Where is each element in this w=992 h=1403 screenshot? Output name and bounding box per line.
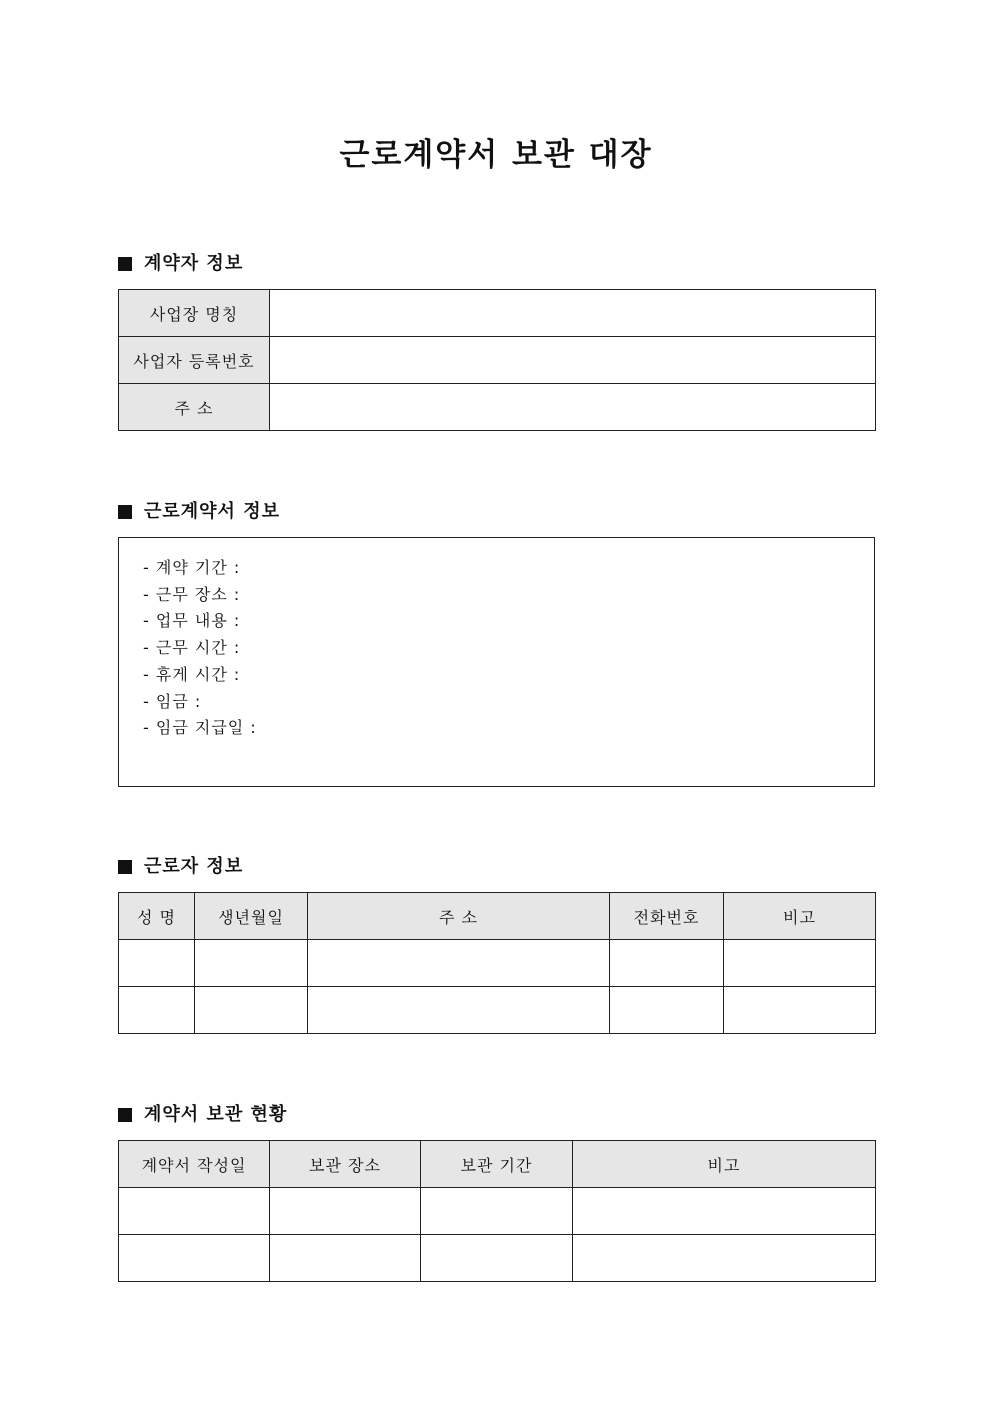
table-row — [119, 384, 876, 431]
business-registration-field[interactable] — [270, 337, 876, 384]
storage-section-heading — [118, 1103, 287, 1127]
business-name-label: 사업장 명칭 — [119, 290, 270, 337]
business-address-label: 주 소 — [119, 384, 270, 431]
break-time-item: - 휴게 시간 : — [143, 662, 874, 689]
table-row — [119, 987, 876, 1034]
col-header-written-date: 계약서 작성일 — [119, 1141, 270, 1188]
worker-name-cell[interactable] — [119, 940, 195, 987]
contractor-section-heading — [118, 252, 243, 276]
worker-section-heading — [118, 855, 243, 879]
worker-info-table — [118, 892, 876, 1034]
contract-info-list — [119, 538, 874, 742]
worker-address-cell[interactable] — [308, 987, 610, 1034]
storage-location-cell[interactable] — [270, 1235, 421, 1282]
contract-section-heading — [118, 500, 280, 524]
storage-status-table — [118, 1140, 876, 1282]
written-date-cell[interactable] — [119, 1235, 270, 1282]
worker-address-cell[interactable] — [308, 940, 610, 987]
contract-period-item: - 계약 기간 : — [143, 555, 874, 582]
working-hours-item: - 근무 시간 : — [143, 635, 874, 662]
storage-location-cell[interactable] — [270, 1188, 421, 1235]
contract-section-title: 근로계약서 정보 — [144, 501, 280, 522]
worker-birthdate-cell[interactable] — [195, 987, 308, 1034]
business-name-field[interactable] — [270, 290, 876, 337]
col-header-name: 성 명 — [119, 893, 195, 940]
business-address-field[interactable] — [270, 384, 876, 431]
black-square-icon — [118, 1108, 132, 1122]
contractor-section-title: 계약자 정보 — [144, 253, 244, 274]
col-header-phone: 전화번호 — [610, 893, 724, 940]
col-header-remarks: 비고 — [573, 1141, 876, 1188]
table-row — [119, 940, 876, 987]
table-row — [119, 1188, 876, 1235]
worker-birthdate-cell[interactable] — [195, 940, 308, 987]
worker-remarks-cell[interactable] — [724, 987, 876, 1034]
black-square-icon — [118, 505, 132, 519]
black-square-icon — [118, 860, 132, 874]
worker-phone-cell[interactable] — [610, 940, 724, 987]
worker-section-title: 근로자 정보 — [144, 856, 244, 877]
col-header-birthdate: 생년월일 — [195, 893, 308, 940]
col-header-storage-location: 보관 장소 — [270, 1141, 421, 1188]
col-header-remarks: 비고 — [724, 893, 876, 940]
contractor-info-table — [118, 289, 876, 431]
storage-period-cell[interactable] — [421, 1188, 573, 1235]
col-header-storage-period: 보관 기간 — [421, 1141, 573, 1188]
worker-name-cell[interactable] — [119, 987, 195, 1034]
table-row — [119, 290, 876, 337]
table-row — [119, 337, 876, 384]
wage-payday-item: - 임금 지급일 : — [143, 715, 874, 742]
written-date-cell[interactable] — [119, 1188, 270, 1235]
job-description-item: - 업무 내용 : — [143, 608, 874, 635]
business-registration-label: 사업자 등록번호 — [119, 337, 270, 384]
worker-phone-cell[interactable] — [610, 987, 724, 1034]
table-row — [119, 1235, 876, 1282]
storage-period-cell[interactable] — [421, 1235, 573, 1282]
black-square-icon — [118, 257, 132, 271]
wage-item: - 임금 : — [143, 689, 874, 716]
work-location-item: - 근무 장소 : — [143, 582, 874, 609]
table-header-row — [119, 893, 876, 940]
contract-info-box[interactable] — [118, 537, 875, 787]
storage-remarks-cell[interactable] — [573, 1188, 876, 1235]
worker-remarks-cell[interactable] — [724, 940, 876, 987]
table-header-row — [119, 1141, 876, 1188]
document-title: 근로계약서 보관 대장 — [339, 137, 653, 173]
storage-remarks-cell[interactable] — [573, 1235, 876, 1282]
storage-section-title: 계약서 보관 현황 — [144, 1104, 288, 1125]
col-header-address: 주 소 — [308, 893, 610, 940]
